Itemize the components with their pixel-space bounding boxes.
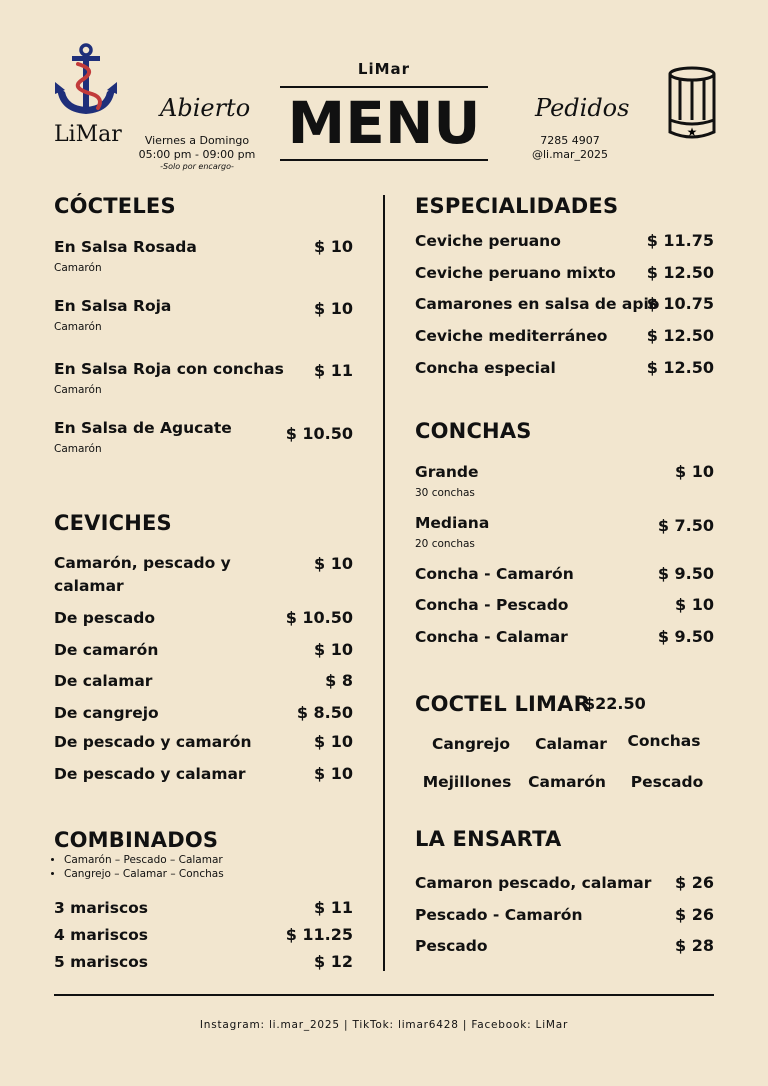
item-name: Ceviche mediterráneo <box>415 327 608 345</box>
svg-text:★: ★ <box>686 125 698 139</box>
item-name: Concha especial <box>415 359 556 377</box>
item-price: $ 12 <box>314 952 353 971</box>
ingredient: Pescado <box>630 773 704 791</box>
item-sub: Camarón <box>54 321 102 333</box>
item-name: De pescado y camarón <box>54 733 252 751</box>
item-price: $ 10.75 <box>646 294 714 313</box>
section-title-combinados: COMBINADOS <box>54 828 219 852</box>
section-title-especialidades: ESPECIALIDADES <box>415 194 619 218</box>
item-name: De cangrejo <box>54 704 159 722</box>
open-hours: 05:00 pm - 09:00 pm <box>138 148 256 161</box>
item-price: $ 9.50 <box>657 627 714 646</box>
column-divider <box>383 195 385 971</box>
item-name: 4 mariscos <box>54 926 149 944</box>
page-title: MENU <box>287 89 481 157</box>
item-name: Grande <box>415 463 479 481</box>
item-price: $ 10 <box>675 462 714 481</box>
item-name: Ceviche peruano <box>415 232 561 250</box>
item-price: $ 10 <box>314 764 353 783</box>
ingredient: Camarón <box>528 773 606 791</box>
item-price: $ 10 <box>314 640 353 659</box>
item-sub: Camarón <box>54 384 102 396</box>
item-price: $ 10 <box>314 554 353 573</box>
item-price: $ 26 <box>675 873 714 892</box>
item-name: Concha - Pescado <box>415 596 569 614</box>
item-price: $ 8.50 <box>296 703 353 722</box>
item-name: Camaron pescado, calamar <box>415 874 652 892</box>
section-title-ensarta: LA ENSARTA <box>415 827 562 851</box>
logo <box>52 42 120 152</box>
item-name: De pescado y calamar <box>54 765 246 783</box>
coctel-limar-price: $22.50 <box>584 694 646 713</box>
item-name: Concha - Calamar <box>415 628 568 646</box>
item-name: Camarón, pescado y calamar <box>54 554 231 595</box>
item-name: En Salsa Roja con conchas <box>54 360 284 378</box>
item-name: Pescado - Camarón <box>415 906 583 924</box>
item-price: $ 11 <box>314 898 353 917</box>
orders-label: Pedidos <box>535 94 630 122</box>
open-days: Viernes a Domingo <box>144 134 250 147</box>
ingredient: Conchas <box>627 732 701 750</box>
bullet-item: • Camarón – Pescado – Calamar <box>64 853 224 867</box>
item-name: De calamar <box>54 672 153 690</box>
item-price: $ 10.50 <box>285 424 353 443</box>
item-price: $ 10 <box>314 299 353 318</box>
ingredient: Calamar <box>535 735 607 753</box>
item-sub: 20 conchas <box>415 538 475 550</box>
bullet-item: • Cangrejo – Calamar – Conchas <box>64 867 224 881</box>
item-sub: Camarón <box>54 262 102 274</box>
section-title-ceviches: CEVICHES <box>54 511 172 535</box>
footer-rule <box>54 994 714 996</box>
item-price: $ 26 <box>675 905 714 924</box>
item-name: Concha - Camarón <box>415 565 574 583</box>
section-title-cocteles: CÓCTELES <box>54 194 176 218</box>
anchor-icon <box>52 42 120 122</box>
item-name: De pescado <box>54 609 155 627</box>
item-price: $ 28 <box>675 936 714 955</box>
logo-text: LiMar <box>54 122 122 147</box>
orders-phone: 7285 4907 <box>540 134 600 147</box>
open-note: -Solo por encargo- <box>160 162 234 171</box>
open-label: Abierto <box>160 94 251 122</box>
item-price: $ 12.50 <box>646 326 714 345</box>
item-sub: 30 conchas <box>415 487 475 499</box>
item-price: $ 10 <box>314 237 353 256</box>
item-name: 5 mariscos <box>54 953 149 971</box>
item-name: De camarón <box>54 641 159 659</box>
item-sub: Camarón <box>54 443 102 455</box>
item-price: $ 10.50 <box>285 608 353 627</box>
item-name: Pescado <box>415 937 488 955</box>
orders-handle: @li.mar_2025 <box>531 148 609 161</box>
item-price: $ 7.50 <box>657 516 714 535</box>
drum-icon <box>666 66 718 142</box>
item-price: $ 12.50 <box>646 358 714 377</box>
combinados-bullets <box>46 853 224 881</box>
section-title-coctel-limar: COCTEL LIMAR <box>415 692 590 716</box>
item-price: $ 10 <box>675 595 714 614</box>
item-name: Camarones en salsa de apio <box>415 295 660 313</box>
item-name: 3 mariscos <box>54 899 149 917</box>
title-bottom-rule <box>280 159 488 161</box>
item-name: Ceviche peruano mixto <box>415 264 616 282</box>
section-title-conchas: CONCHAS <box>415 419 532 443</box>
ingredient: Mejillones <box>422 773 512 791</box>
item-name: Mediana <box>415 514 490 532</box>
item-price: $ 11.25 <box>285 925 353 944</box>
ingredient: Cangrejo <box>431 735 511 753</box>
item-price: $ 8 <box>325 671 353 690</box>
item-name: En Salsa Roja <box>54 297 172 315</box>
item-price: $ 12.50 <box>646 263 714 282</box>
item-price: $ 9.50 <box>657 564 714 583</box>
item-name: En Salsa Rosada <box>54 238 197 256</box>
item-name: En Salsa de Agucate <box>54 419 232 437</box>
item-price: $ 10 <box>314 732 353 751</box>
brand-name: LiMar <box>357 60 411 78</box>
footer-social: Instagram: li.mar_2025 | TikTok: limar6428 | Facebook: LiMar <box>199 1019 569 1031</box>
item-price: $ 11 <box>314 361 353 380</box>
item-price: $ 11.75 <box>646 231 714 250</box>
